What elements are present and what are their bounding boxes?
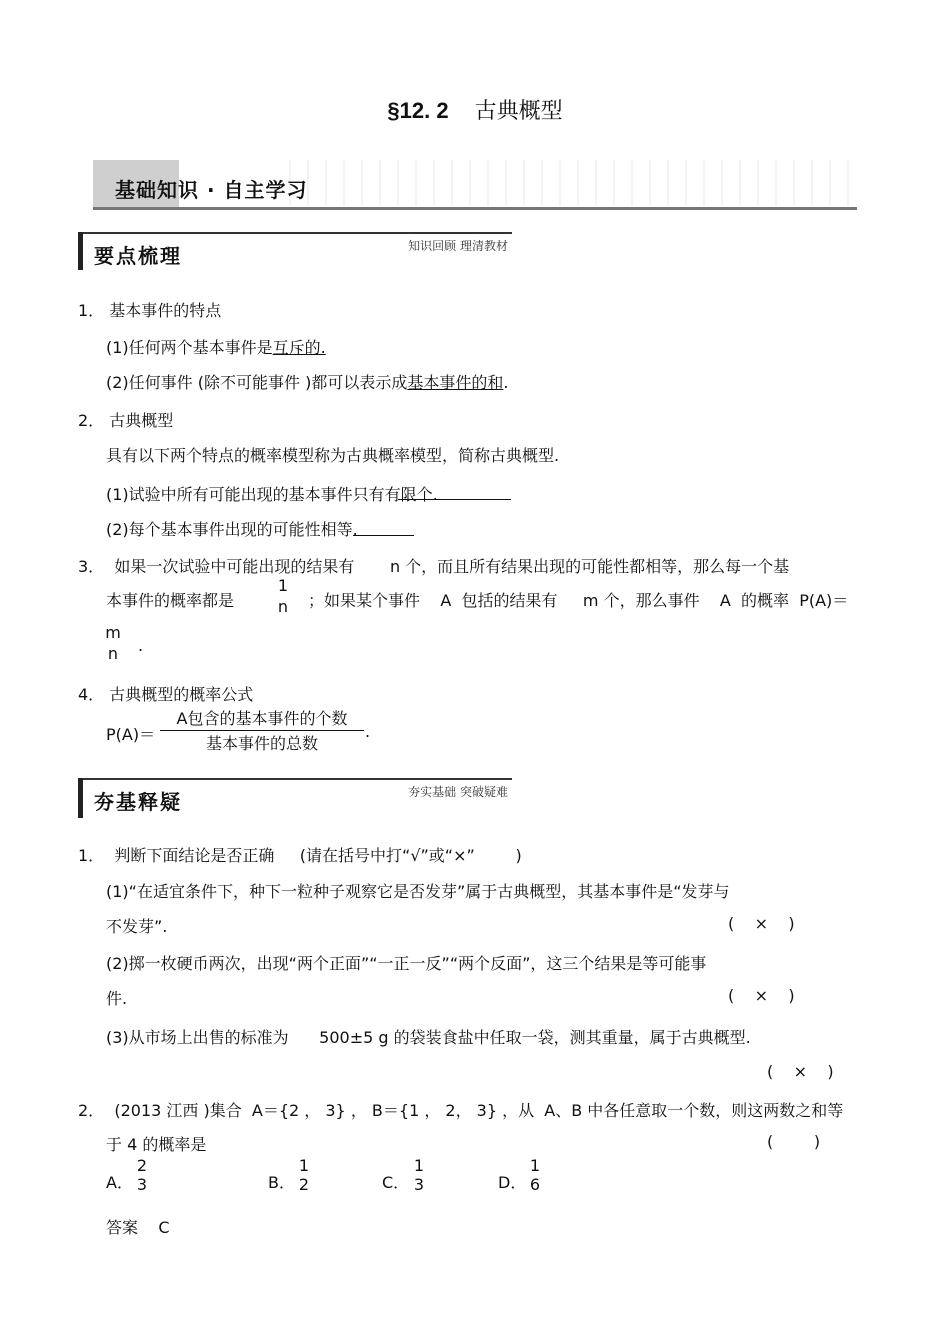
- answer-blank: 互斥的.: [272, 338, 326, 357]
- section-banner: [93, 160, 857, 210]
- text: (2)任何事件 (除不可能事件 )都可以表示成: [106, 373, 408, 392]
- numerator: 1: [529, 1156, 541, 1175]
- blank-underline: [398, 499, 511, 500]
- subheader-note: 夯实基础 突破疑难: [408, 785, 508, 799]
- answer-blank: 有限个.: [384, 485, 438, 504]
- question-1-b-line2: 件.: [106, 989, 128, 1008]
- text: .: [503, 373, 509, 392]
- option-a-label: A．: [106, 1173, 133, 1192]
- point-1-b: [106, 370, 508, 393]
- banner-decoration: [273, 160, 857, 206]
- subheader-topline: [78, 778, 512, 780]
- judgement-mark: ( × ): [767, 1062, 834, 1081]
- point-1-heading: 1． 基本事件的特点: [78, 301, 222, 320]
- point-2-a: [106, 482, 438, 505]
- numerator: 1: [298, 1156, 310, 1175]
- point-2-heading: 2． 古典概型: [78, 411, 174, 430]
- subheader-label: 要点梳理: [94, 244, 182, 268]
- answer-blank: 相等.: [320, 520, 358, 539]
- numerator: 1: [277, 576, 289, 595]
- point-4-heading: 4． 古典概型的概率公式: [78, 685, 254, 704]
- text: (1)试验中所有可能出现的基本事件只有: [106, 485, 385, 504]
- answer-blank: 基本事件的和: [407, 373, 504, 392]
- text: (1)任何两个基本事件是: [106, 338, 273, 357]
- subheader-bar: [78, 232, 83, 270]
- text: (2)每个基本事件出现的可能性: [106, 520, 321, 539]
- section-name: 古典概型: [474, 99, 563, 124]
- option-d-label: D．: [498, 1173, 527, 1192]
- point-1-a: [106, 335, 326, 358]
- point-2-intro: 具有以下两个特点的概率模型称为古典概率模型，简称古典概型.: [106, 446, 560, 465]
- banner-rule: [93, 207, 857, 210]
- question-1-c-line1: (3)从市场上出售的标准为 500±5 g 的袋装食盐中任取一袋，测其重量，属于古典概型.: [106, 1028, 751, 1047]
- formula-fraction: [160, 706, 364, 754]
- denominator: 3: [413, 1175, 425, 1194]
- fraction-1-over-n: [272, 576, 294, 616]
- denominator: 3: [136, 1175, 148, 1194]
- answer-line: 答案 C: [106, 1218, 170, 1237]
- option-c-fraction: [411, 1156, 427, 1194]
- option-d-fraction: [527, 1156, 543, 1194]
- numerator: m: [105, 623, 121, 642]
- formula-end: .: [365, 722, 371, 741]
- judgement-mark: ( × ): [728, 914, 795, 933]
- fraction-m-over-n: [104, 623, 122, 663]
- numerator: 2: [136, 1156, 148, 1175]
- point-2-b: [106, 517, 358, 540]
- numerator: 1: [413, 1156, 425, 1175]
- judgement-mark: ( × ): [728, 986, 795, 1005]
- subheader-key-points: [78, 232, 512, 270]
- option-b-fraction: [296, 1156, 312, 1194]
- page-title: [0, 94, 950, 125]
- denominator: n: [107, 644, 119, 663]
- point-3-line2-pre: 本事件的概率都是: [106, 591, 235, 610]
- subheader-note: 知识回顾 理清教材: [408, 239, 508, 253]
- banner-text: 基础知识 · 自主学习: [115, 178, 308, 202]
- question-1-heading: 1． 判断下面结论是否正确 (请在括号中打“√”或“×” ): [78, 846, 522, 865]
- numerator: A包含的基本事件的个数: [160, 706, 364, 731]
- point-3-line1: 3． 如果一次试验中可能出现的结果有 n 个，而且所有结果出现的可能性都相等，那么每一个基: [78, 557, 790, 576]
- formula-lhs: P(A)＝: [106, 725, 156, 744]
- point-3-end: .: [138, 636, 144, 655]
- option-b-label: B．: [268, 1173, 295, 1192]
- section-number: §12. 2: [387, 98, 449, 123]
- answer-bracket: ( ): [767, 1132, 821, 1151]
- question-2-line2: 于 4 的概率是: [106, 1135, 207, 1154]
- denominator: n: [277, 597, 289, 616]
- denominator: 2: [298, 1175, 310, 1194]
- question-1-b-line1: (2)掷一枚硬币两次，出现“两个正面”“一正一反”“两个反面”，这三个结果是等可能事: [106, 954, 707, 973]
- blank-underline: [353, 535, 414, 536]
- option-a-fraction: [134, 1156, 150, 1194]
- point-3-line2-post: ；如果某个事件 A 包括的结果有 m 个，那么事件 A 的概率 P(A)＝: [308, 591, 849, 610]
- subheader-practice: [78, 778, 512, 818]
- subheader-label: 夯基释疑: [94, 790, 182, 814]
- subheader-topline: [78, 232, 512, 234]
- question-2-line1: 2． (2013 江西 )集合 A＝{2 ， 3} ， B＝{1 ， 2， 3} ，从 A、B 中各任意取一个数，则这两数之和等: [78, 1101, 844, 1120]
- question-1-a-line1: (1)“在适宜条件下，种下一粒种子观察它是否发芽”属于古典概型，其基本事件是“发芽与: [106, 882, 730, 901]
- question-1-a-line2: 不发芽”.: [106, 917, 168, 936]
- option-c-label: C．: [382, 1173, 410, 1192]
- denominator: 基本事件的总数: [205, 734, 318, 753]
- subheader-bar: [78, 778, 83, 818]
- denominator: 6: [529, 1175, 541, 1194]
